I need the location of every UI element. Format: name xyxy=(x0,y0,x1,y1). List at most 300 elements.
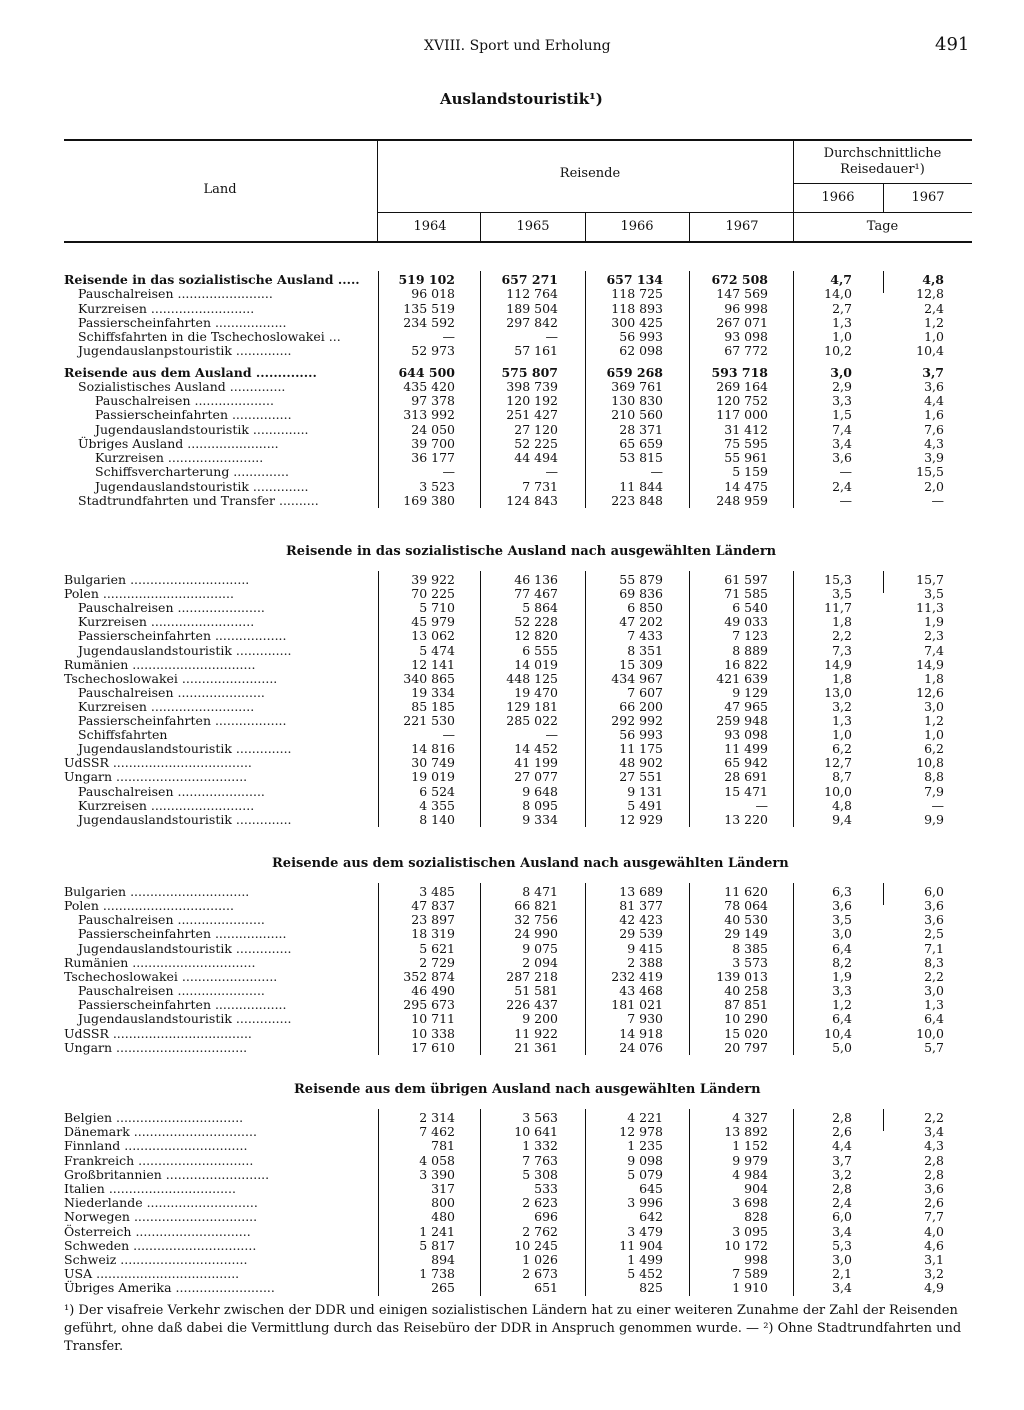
row-label: Passierscheinfahrten .................. xyxy=(78,926,287,942)
table-row xyxy=(0,366,1024,380)
row-value: 15 471 xyxy=(724,783,768,799)
row-value: 340 865 xyxy=(403,670,455,686)
row-value: 2,8 xyxy=(924,1166,944,1182)
row-value: 5 817 xyxy=(419,1237,455,1253)
row-value: 7,3 xyxy=(832,642,852,658)
row-label: Jugendauslandstouristik .............. xyxy=(78,811,292,827)
row-value: 5 079 xyxy=(627,1166,663,1182)
row-value: 2,3 xyxy=(924,628,944,644)
row-value: 7,4 xyxy=(924,642,944,658)
row-value: 29 539 xyxy=(619,926,663,942)
row-value: 9 415 xyxy=(627,940,663,956)
row-value: 41 199 xyxy=(514,755,558,771)
row-value: 1 241 xyxy=(419,1223,455,1239)
row-value: 2,2 xyxy=(924,1110,944,1125)
row-value: 3,0 xyxy=(924,698,944,714)
row-value: 10,4 xyxy=(824,1025,852,1041)
row-value: 81 377 xyxy=(619,898,663,914)
row-value: 96 998 xyxy=(724,300,768,316)
row-value: 6 540 xyxy=(732,600,768,616)
row-value: 2 314 xyxy=(419,1110,455,1125)
row-value: 5 159 xyxy=(732,464,768,480)
row-value: — xyxy=(839,464,852,480)
row-value: 7 763 xyxy=(522,1152,558,1168)
table-row xyxy=(0,672,1024,686)
dauer-years-rule xyxy=(793,212,972,213)
row-value: 11,7 xyxy=(824,600,852,616)
row-value: 5,3 xyxy=(832,1237,852,1253)
row-value: 2,6 xyxy=(924,1195,944,1211)
page-number: 491 xyxy=(935,34,970,55)
column-divider xyxy=(585,1109,586,1296)
row-value: 70 225 xyxy=(411,586,455,602)
row-value: 3,5 xyxy=(832,586,852,602)
row-value: 2,6 xyxy=(832,1124,852,1140)
row-value: 18 319 xyxy=(411,926,455,942)
row-value: 55 961 xyxy=(724,450,768,465)
row-value: 135 519 xyxy=(403,300,455,316)
row-label: Pauschalreisen ........................ xyxy=(78,286,273,302)
row-value: 1,3 xyxy=(832,314,852,330)
table-row xyxy=(0,344,1024,358)
row-value: 1,0 xyxy=(924,727,944,743)
row-label: Jugendauslandstouristik .............. xyxy=(78,940,292,956)
row-value: — xyxy=(442,727,455,743)
row-label: Jugendauslandstouristik .............. xyxy=(78,1011,292,1027)
row-value: 313 992 xyxy=(403,407,455,423)
table-row xyxy=(0,813,1024,827)
row-value: 4,9 xyxy=(924,1280,944,1296)
row-value: 11 922 xyxy=(514,1025,558,1041)
row-value: 7 731 xyxy=(522,478,558,494)
row-value: — xyxy=(839,492,852,508)
row-value: 6 850 xyxy=(627,600,663,616)
row-value: 1 499 xyxy=(627,1252,663,1267)
row-value: 24 050 xyxy=(411,421,455,437)
row-value: 265 xyxy=(431,1280,455,1296)
row-label: Niederlande ............................ xyxy=(64,1195,258,1211)
row-value: 67 772 xyxy=(724,343,768,359)
row-value: 117 000 xyxy=(716,407,768,423)
table-row xyxy=(0,273,1024,287)
row-value: 696 xyxy=(534,1209,558,1225)
col-dauer-1: Durchschnittliche xyxy=(823,146,942,161)
row-value: 20 797 xyxy=(724,1039,768,1055)
row-value: 65 942 xyxy=(724,755,768,771)
table-row xyxy=(0,1168,1024,1182)
row-label: Schiffsvercharterung .............. xyxy=(95,464,289,480)
column-divider xyxy=(793,571,794,827)
row-value: 434 967 xyxy=(611,670,663,686)
row-label: Pauschalreisen ...................... xyxy=(78,684,265,700)
row-value: 11,3 xyxy=(916,600,944,616)
row-label: Schiffsfahrten in die Tschechoslowakei ... xyxy=(78,329,341,344)
column-divider xyxy=(378,571,379,827)
row-value: 644 500 xyxy=(398,364,455,380)
row-value: 2,8 xyxy=(924,1152,944,1168)
row-value: 3,6 xyxy=(832,450,852,465)
row-value: 14 816 xyxy=(411,741,455,757)
row-value: 6,0 xyxy=(832,1209,852,1225)
row-label: Österreich ............................. xyxy=(64,1223,251,1239)
row-value: 3,6 xyxy=(832,898,852,914)
table-row xyxy=(0,1281,1024,1295)
row-value: 3 698 xyxy=(732,1195,768,1211)
row-value: 1,8 xyxy=(832,614,852,630)
row-value: 5 864 xyxy=(522,600,558,616)
table-row xyxy=(0,700,1024,714)
table-row xyxy=(0,615,1024,629)
row-value: 130 830 xyxy=(611,393,663,408)
table-row xyxy=(0,770,1024,784)
row-value: 210 560 xyxy=(611,407,663,423)
row-value: 3,0 xyxy=(832,926,852,942)
table-row xyxy=(0,1041,1024,1055)
row-value: 3,6 xyxy=(924,898,944,914)
col-dauer-1967: 1967 xyxy=(911,190,945,205)
row-value: 7,6 xyxy=(924,421,944,437)
row-value: 21 361 xyxy=(514,1039,558,1055)
row-value: 2 729 xyxy=(419,954,455,970)
row-value: 800 xyxy=(431,1195,455,1211)
row-label: Tschechoslowakei ........................ xyxy=(64,670,278,686)
row-value: 4 355 xyxy=(419,797,455,813)
row-value: 28 371 xyxy=(619,421,663,437)
column-divider xyxy=(378,883,379,1055)
column-divider xyxy=(883,571,884,593)
row-value: 52 973 xyxy=(411,343,455,359)
row-value: 9 200 xyxy=(522,1011,558,1027)
page-header xyxy=(0,0,1024,120)
row-value: — xyxy=(931,797,944,813)
row-value: 251 427 xyxy=(506,407,558,423)
row-value: — xyxy=(442,464,455,480)
row-value: 13 062 xyxy=(411,628,455,644)
row-value: 1,9 xyxy=(924,614,944,630)
table-row xyxy=(0,437,1024,451)
row-value: 31 412 xyxy=(724,421,768,437)
row-value: 9,9 xyxy=(924,811,944,827)
row-value: 12 141 xyxy=(411,656,455,672)
row-value: 4,3 xyxy=(924,1138,944,1154)
row-value: 3 523 xyxy=(419,478,455,494)
row-value: 29 149 xyxy=(724,926,768,942)
section-heading: Reisende aus dem übrigen Ausland nach ausgewählten Ländern xyxy=(294,1082,761,1097)
row-value: 5 474 xyxy=(419,642,455,658)
row-value: 19 470 xyxy=(514,684,558,700)
row-value: 189 504 xyxy=(506,300,558,316)
row-value: 3,5 xyxy=(832,912,852,928)
row-value: 3 390 xyxy=(419,1166,455,1182)
row-value: 2 673 xyxy=(522,1266,558,1282)
row-value: 5 491 xyxy=(627,797,663,813)
row-value: 533 xyxy=(534,1181,558,1196)
row-value: 139 013 xyxy=(716,968,768,984)
table-row xyxy=(0,316,1024,330)
row-value: 519 102 xyxy=(398,272,455,287)
table-row xyxy=(0,587,1024,601)
row-value: 13 892 xyxy=(724,1124,768,1140)
table-row xyxy=(0,644,1024,658)
row-value: 62 098 xyxy=(619,343,663,359)
footnote: ¹) Der visafreie Verkehr zwischen der DDR und einigen sozialistischen Ländern hat zu einer weiteren Zunahme der Zahl der Reisenden geführt, ohne daß dabei die Vermittlung durch das Reisebüro der DDR in Anspruch genommen wurde. — ²) Ohne Stadtrundfahrten und Transfer. xyxy=(64,1303,962,1354)
row-value: 575 807 xyxy=(501,364,558,380)
row-value: 27 120 xyxy=(514,421,558,437)
row-value: 14,9 xyxy=(824,656,852,672)
table-row xyxy=(0,1196,1024,1210)
column-divider xyxy=(585,571,586,827)
col-land: Land xyxy=(203,182,237,197)
row-value: 292 992 xyxy=(611,713,663,728)
header-divider xyxy=(883,184,884,212)
row-value: 398 739 xyxy=(506,378,558,394)
row-value: 11 499 xyxy=(724,741,768,757)
row-label: Italien ................................ xyxy=(64,1181,236,1196)
header-divider xyxy=(689,213,690,242)
row-value: 15 309 xyxy=(619,656,663,672)
col-year-1965: 1965 xyxy=(516,219,550,234)
row-value: 43 468 xyxy=(619,983,663,999)
row-value: 10 338 xyxy=(411,1025,455,1041)
row-value: 10,0 xyxy=(824,783,852,799)
row-value: 30 749 xyxy=(411,755,455,771)
row-value: 9 131 xyxy=(627,783,663,799)
row-value: 47 202 xyxy=(619,614,663,630)
row-value: 24 076 xyxy=(619,1039,663,1055)
row-value: 4,0 xyxy=(924,1223,944,1239)
table-row xyxy=(0,756,1024,770)
column-divider xyxy=(689,1109,690,1296)
row-label: Stadtrundfahrten und Transfer .......... xyxy=(78,492,319,508)
row-value: 7 123 xyxy=(732,628,768,644)
row-value: 16 822 xyxy=(724,656,768,672)
row-value: 8,7 xyxy=(832,769,852,785)
row-value: 17 610 xyxy=(411,1039,455,1055)
row-value: 421 639 xyxy=(716,670,768,686)
table-row xyxy=(0,287,1024,301)
row-value: 1,2 xyxy=(924,314,944,330)
row-value: 61 597 xyxy=(724,572,768,587)
row-value: 3,2 xyxy=(832,698,852,714)
row-label: Jugendauslandstouristik .............. xyxy=(95,478,309,494)
row-value: 10 245 xyxy=(514,1237,558,1253)
row-value: 12 820 xyxy=(514,628,558,644)
row-value: 10,0 xyxy=(916,1025,944,1041)
row-value: — xyxy=(931,492,944,508)
row-value: 480 xyxy=(431,1209,455,1225)
row-label: Pauschalreisen ...................... xyxy=(78,600,265,616)
section-heading: Reisende aus dem sozialistischen Ausland nach ausgewählten Ländern xyxy=(272,856,789,871)
row-value: 248 959 xyxy=(716,492,768,508)
row-value: 11 175 xyxy=(619,741,663,757)
row-value: 3,7 xyxy=(922,364,944,380)
table-row xyxy=(0,480,1024,494)
row-value: 1,2 xyxy=(832,997,852,1013)
row-value: 645 xyxy=(639,1181,663,1196)
row-label: Kurzreisen .......................... xyxy=(78,698,255,714)
row-value: 2,8 xyxy=(832,1110,852,1125)
row-value: 9 334 xyxy=(522,811,558,827)
row-label: USA .................................... xyxy=(64,1266,240,1282)
row-value: 3,1 xyxy=(924,1252,944,1267)
row-value: 4,8 xyxy=(922,272,944,287)
table-row xyxy=(0,742,1024,756)
row-value: 47 965 xyxy=(724,698,768,714)
header-divider xyxy=(377,141,378,242)
row-value: 352 874 xyxy=(403,968,455,984)
row-value: 269 164 xyxy=(716,378,768,394)
row-value: 657 271 xyxy=(501,272,558,287)
row-value: 24 990 xyxy=(514,926,558,942)
row-value: 3,6 xyxy=(924,378,944,394)
row-value: 10 290 xyxy=(724,1011,768,1027)
column-divider xyxy=(689,883,690,1055)
row-value: 3 479 xyxy=(627,1223,663,1239)
row-value: 85 185 xyxy=(411,698,455,714)
row-value: 56 993 xyxy=(619,727,663,743)
row-value: 267 071 xyxy=(716,314,768,330)
row-value: 1,3 xyxy=(924,997,944,1013)
row-value: 10,8 xyxy=(916,755,944,771)
row-value: 2,0 xyxy=(924,478,944,494)
row-label: Tschechoslowakei ........................ xyxy=(64,968,278,984)
row-value: 1 332 xyxy=(522,1138,558,1154)
column-divider xyxy=(689,271,690,508)
row-label: Ungarn ................................. xyxy=(64,1039,248,1055)
row-value: 226 437 xyxy=(506,997,558,1013)
row-value: 5 621 xyxy=(419,940,455,956)
column-divider xyxy=(793,883,794,1055)
row-value: 13 220 xyxy=(724,811,768,827)
row-value: 14 019 xyxy=(514,656,558,672)
row-value: 120 752 xyxy=(716,393,768,408)
row-value: — xyxy=(650,464,663,480)
row-label: Pauschalreisen ...................... xyxy=(78,912,265,928)
row-value: 1,0 xyxy=(832,727,852,743)
row-value: 48 902 xyxy=(619,755,663,771)
row-value: 297 842 xyxy=(506,314,558,330)
table-row xyxy=(0,423,1024,437)
table-row xyxy=(0,1012,1024,1026)
row-value: 2,4 xyxy=(832,1195,852,1211)
row-value: 10,4 xyxy=(916,343,944,359)
row-value: 2 623 xyxy=(522,1195,558,1211)
row-label: Großbritannien .......................... xyxy=(64,1166,270,1182)
row-value: 3,2 xyxy=(832,1166,852,1182)
row-value: 23 897 xyxy=(411,912,455,928)
section-heading: Reisende in das sozialistische Ausland nach ausgewählten Ländern xyxy=(286,544,777,559)
row-value: 3 573 xyxy=(732,954,768,970)
row-value: 118 725 xyxy=(611,286,663,302)
row-value: 42 423 xyxy=(619,912,663,928)
row-value: 181 021 xyxy=(611,997,663,1013)
row-value: 2 388 xyxy=(627,954,663,970)
row-value: 9 648 xyxy=(522,783,558,799)
row-label: Rumänien ............................... xyxy=(64,954,256,970)
row-value: 672 508 xyxy=(711,272,768,287)
row-label: Reisende aus dem Ausland .............. xyxy=(64,364,317,380)
row-value: 8 140 xyxy=(419,811,455,827)
row-value: 4 327 xyxy=(732,1110,768,1125)
row-value: 66 200 xyxy=(619,698,663,714)
column-divider xyxy=(480,1109,481,1296)
row-label: Jugendauslandstouristik .............. xyxy=(78,642,292,658)
row-value: 6,4 xyxy=(832,940,852,956)
row-value: 593 718 xyxy=(711,364,768,380)
column-divider xyxy=(378,1109,379,1296)
row-value: 15,5 xyxy=(916,464,944,480)
row-value: 55 879 xyxy=(619,572,663,587)
table-row xyxy=(0,927,1024,941)
row-value: 3,4 xyxy=(832,435,852,451)
row-label: Norwegen ............................... xyxy=(64,1209,258,1225)
row-value: 112 764 xyxy=(506,286,558,302)
row-label: Dänemark ............................... xyxy=(64,1124,257,1140)
row-value: 998 xyxy=(744,1252,768,1267)
row-value: 11 620 xyxy=(724,884,768,899)
row-value: 3,2 xyxy=(924,1266,944,1282)
row-value: 5,7 xyxy=(924,1039,944,1055)
row-value: 65 659 xyxy=(619,435,663,451)
table-row xyxy=(0,998,1024,1012)
row-value: 1 026 xyxy=(522,1252,558,1267)
row-value: 894 xyxy=(431,1252,455,1267)
table-row xyxy=(0,658,1024,672)
row-value: — xyxy=(545,329,558,344)
row-value: 11 904 xyxy=(619,1237,663,1253)
row-value: 259 948 xyxy=(716,713,768,728)
table-row xyxy=(0,885,1024,899)
table-row xyxy=(0,984,1024,998)
row-value: 3,4 xyxy=(924,1124,944,1140)
row-value: 52 225 xyxy=(514,435,558,451)
row-value: 223 848 xyxy=(611,492,663,508)
row-label: Rumänien ............................... xyxy=(64,656,256,672)
table-row xyxy=(0,1111,1024,1125)
row-value: 1,8 xyxy=(924,670,944,686)
table-row xyxy=(0,629,1024,643)
row-value: 12 929 xyxy=(619,811,663,827)
row-value: 147 569 xyxy=(716,286,768,302)
header-divider xyxy=(793,141,794,242)
row-label: UdSSR ................................... xyxy=(64,755,252,771)
row-value: 15 020 xyxy=(724,1025,768,1041)
table-row xyxy=(0,380,1024,394)
column-divider xyxy=(793,271,794,508)
row-value: 1,6 xyxy=(924,407,944,423)
top-rule xyxy=(64,139,972,141)
row-value: 4,3 xyxy=(924,435,944,451)
row-value: 87 851 xyxy=(724,997,768,1013)
table-row xyxy=(0,1139,1024,1153)
row-value: 221 530 xyxy=(403,713,455,728)
row-value: 56 993 xyxy=(619,329,663,344)
col-tage: Tage xyxy=(866,219,899,234)
row-value: 4 058 xyxy=(419,1152,455,1168)
table-row xyxy=(0,799,1024,813)
row-value: 7,1 xyxy=(924,940,944,956)
row-value: 4,6 xyxy=(924,1237,944,1253)
row-value: 15,3 xyxy=(824,572,852,587)
row-value: 8 889 xyxy=(732,642,768,658)
row-value: 9 979 xyxy=(732,1152,768,1168)
table-row xyxy=(0,302,1024,316)
table-row xyxy=(0,465,1024,479)
row-value: 120 192 xyxy=(506,393,558,408)
row-value: 2,1 xyxy=(832,1266,852,1282)
row-value: 3,0 xyxy=(924,983,944,999)
row-value: 6,3 xyxy=(832,884,852,899)
